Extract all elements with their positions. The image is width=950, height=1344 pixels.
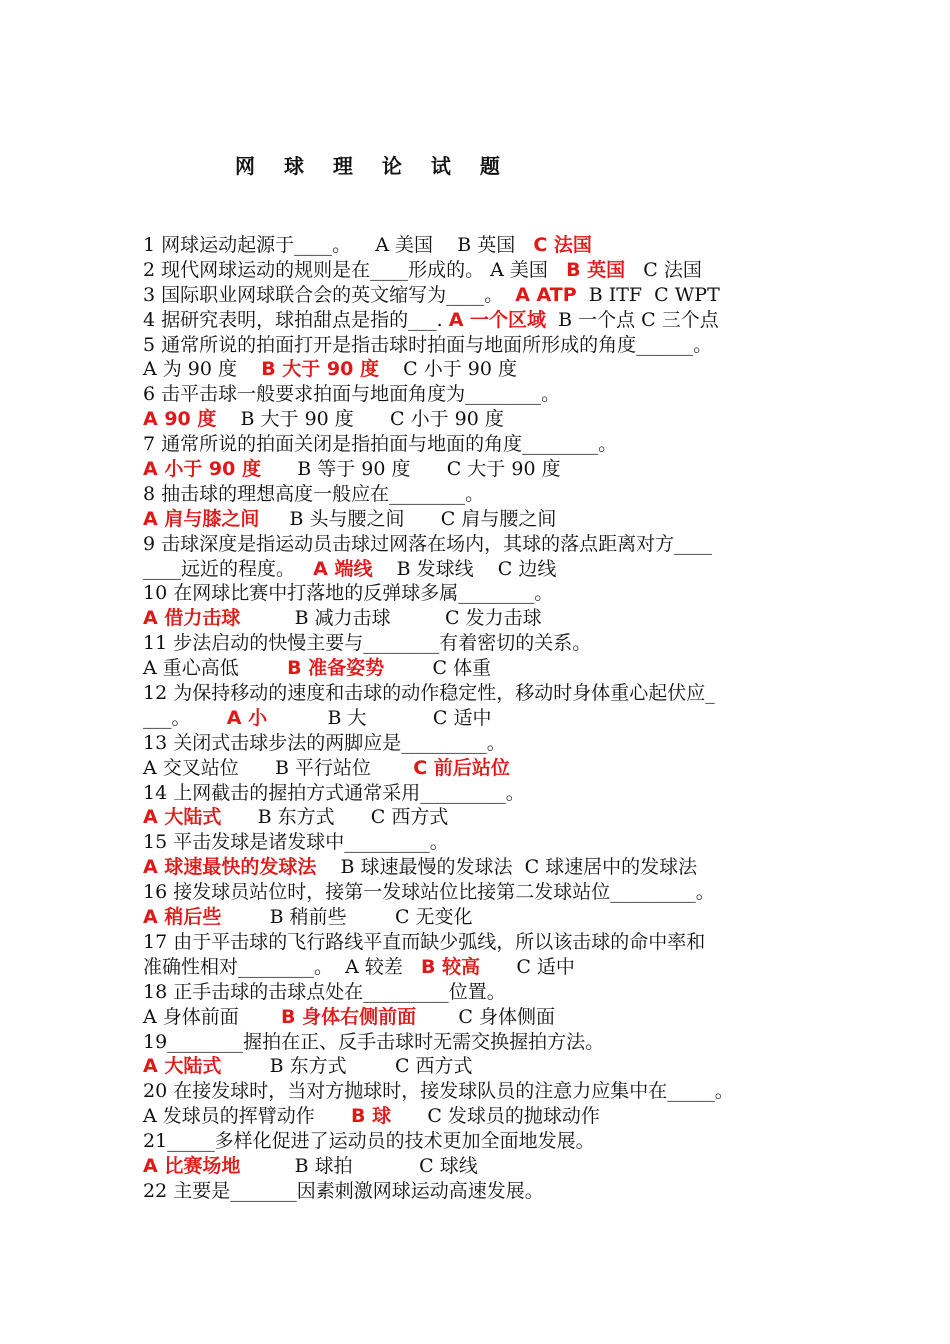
question-line: [143, 781, 823, 806]
question-line: [143, 581, 823, 606]
question-line: [143, 482, 823, 507]
question-text: C 发球员的抛球动作: [391, 1105, 600, 1128]
question-text: A 发球员的挥臂动作: [143, 1105, 351, 1128]
question-line: [143, 507, 823, 532]
question-text: ____远近的程度。: [143, 557, 314, 580]
question-text: 22 主要是_______因素刺激网球运动高速发展。: [143, 1179, 544, 1202]
question-line: [143, 905, 823, 930]
question-text: 11 步法启动的快慢主要与________有着密切的关系。: [143, 632, 592, 655]
question-text: B 减力击球 C 发力击球: [240, 607, 542, 630]
page-title: 网 球 理 论 试 题: [235, 154, 511, 178]
answer-text: A 大陆式: [143, 1055, 222, 1078]
answer-text: A 肩与膝之间: [143, 507, 260, 530]
question-line: [143, 1054, 823, 1079]
question-text: B 球拍 C 球线: [240, 1154, 478, 1177]
question-text: C 法国: [625, 258, 702, 281]
question-line: [143, 855, 823, 880]
answer-text: B 准备姿势: [287, 657, 385, 680]
question-text: A 交叉站位 B 平行站位: [143, 756, 414, 779]
question-text: B 一个点 C 三个点: [546, 308, 719, 331]
question-text: B 球速最慢的发球法 C 球速居中的发球法: [316, 856, 698, 879]
answer-text: C 法国: [533, 234, 592, 256]
question-line: [143, 731, 823, 756]
question-text: A 重心高低: [143, 657, 288, 680]
question-line: [143, 283, 823, 308]
question-text: 14 上网截击的握拍方式通常采用_________。: [143, 781, 525, 804]
question-text: 7 通常所说的拍面关闭是指拍面与地面的角度________。: [143, 433, 618, 456]
question-line: [143, 1030, 823, 1055]
answer-text: A 一个区域: [448, 308, 547, 331]
answer-text: A 大陆式: [143, 806, 222, 829]
question-text: C 小于 90 度: [378, 358, 517, 381]
question-line: [143, 656, 823, 681]
question-line: [143, 357, 823, 382]
question-line: [143, 681, 823, 706]
question-text: B 大 C 适中: [267, 706, 492, 729]
question-line: [143, 1129, 823, 1154]
answer-text: A 小于 90 度: [143, 458, 261, 481]
answer-text: A 比赛场地: [143, 1154, 241, 1177]
question-text: 18 正手击球的击球点处在_________位置。: [143, 980, 506, 1003]
question-text: A 为 90 度: [143, 358, 262, 381]
question-text: 10 在网球比赛中打落地的反弹球多属________。: [143, 582, 554, 605]
question-line: [143, 1079, 823, 1104]
question-text: C 适中: [480, 955, 575, 978]
answer-text: B 身体右侧前面: [281, 1005, 417, 1028]
answer-text: A 借力击球: [143, 607, 241, 630]
question-text: 5 通常所说的拍面打开是指击球时拍面与地面所形成的角度______。: [143, 333, 713, 356]
answer-text: B 球: [351, 1105, 392, 1128]
question-text: 13 关闭式击球步法的两脚应是_________。: [143, 731, 506, 754]
question-line: [143, 407, 823, 432]
question-text: 21_____多样化促进了运动员的技术更加全面地发展。: [143, 1130, 595, 1153]
question-list: [143, 233, 823, 1204]
answer-text: A 端线: [313, 557, 373, 580]
question-text: 2 现代网球运动的规则是在____形成的。 A 美国: [143, 258, 567, 281]
question-text: B 等于 90 度 C 大于 90 度: [261, 458, 561, 481]
question-text: 17 由于平击球的飞行路线平直而缺少弧线，所以该击球的命中率和: [143, 930, 706, 953]
answer-text: A 小: [226, 706, 268, 729]
question-line: [143, 606, 823, 631]
question-text: B ITF C WPT: [576, 283, 720, 306]
question-line: [143, 830, 823, 855]
question-text: C 体重: [384, 657, 492, 680]
question-line: [143, 557, 823, 582]
question-line: [143, 1005, 823, 1030]
question-line: [143, 432, 823, 457]
answer-text: A 90 度: [143, 408, 217, 431]
question-text: ___。: [143, 706, 227, 729]
question-line: [143, 532, 823, 557]
answer-text: A 稍后些: [143, 906, 222, 929]
question-line: [143, 980, 823, 1005]
question-line: [143, 233, 823, 258]
question-line: [143, 756, 823, 781]
question-text: 15 平击发球是诸发球中_________。: [143, 831, 449, 854]
question-line: [143, 706, 823, 731]
question-text: B 大于 90 度 C 小于 90 度: [216, 408, 504, 431]
question-text: 20 在接发球时，当对方抛球时，接发球队员的注意力应集中在_____。: [143, 1080, 734, 1103]
answer-text: B 较高: [420, 955, 481, 978]
question-line: [143, 930, 823, 955]
question-text: B 发球线 C 边线: [372, 557, 557, 580]
question-text: B 头与腰之间 C 肩与腰之间: [259, 507, 557, 530]
question-text: 3 国际职业网球联合会的英文缩写为____。: [143, 283, 516, 306]
question-text: C 身体侧面: [416, 1005, 556, 1028]
question-line: [143, 308, 823, 333]
question-line: [143, 805, 823, 830]
question-line: [143, 631, 823, 656]
answer-text: B 英国: [566, 258, 626, 281]
question-line: [143, 880, 823, 905]
answer-text: A 球速最快的发球法: [143, 856, 317, 879]
question-text: 9 击球深度是指运动员击球过网落在场内，其球的落点距离对方____: [143, 532, 713, 555]
answer-text: C 前后站位: [413, 756, 510, 779]
question-text: B 东方式 C 西方式: [221, 806, 449, 829]
question-text: B 稍前些 C 无变化: [221, 906, 473, 929]
question-text: 19________握拍在正、反手击球时无需交换握拍方法。: [143, 1030, 605, 1053]
question-text: 准确性相对________。 A 较差: [143, 955, 421, 978]
question-text: B 东方式 C 西方式: [221, 1055, 473, 1078]
question-line: [143, 1154, 823, 1179]
answer-text: A ATP: [515, 283, 577, 306]
question-text: A 身体前面: [143, 1005, 282, 1028]
question-text: 16 接发球员站位时，接第一发球站位比接第二发球站位_________。: [143, 881, 715, 904]
question-line: [143, 382, 823, 407]
question-line: [143, 1104, 823, 1129]
question-text: 4 据研究表明，球拍甜点是指的___.: [143, 308, 449, 331]
question-text: 12 为保持移动的速度和击球的动作稳定性，移动时身体重心起伏应_: [143, 682, 715, 705]
answer-text: B 大于 90 度: [261, 358, 379, 381]
question-line: [143, 258, 823, 283]
question-line: [143, 333, 823, 358]
question-line: [143, 457, 823, 482]
question-text: 8 抽击球的理想高度一般应在________。: [143, 482, 485, 505]
question-text: 6 击平击球一般要求拍面与地面角度为________。: [143, 383, 561, 406]
question-line: [143, 1179, 823, 1204]
question-line: [143, 955, 823, 980]
question-text: 1 网球运动起源于____。 A 美国 B 英国: [143, 234, 534, 256]
